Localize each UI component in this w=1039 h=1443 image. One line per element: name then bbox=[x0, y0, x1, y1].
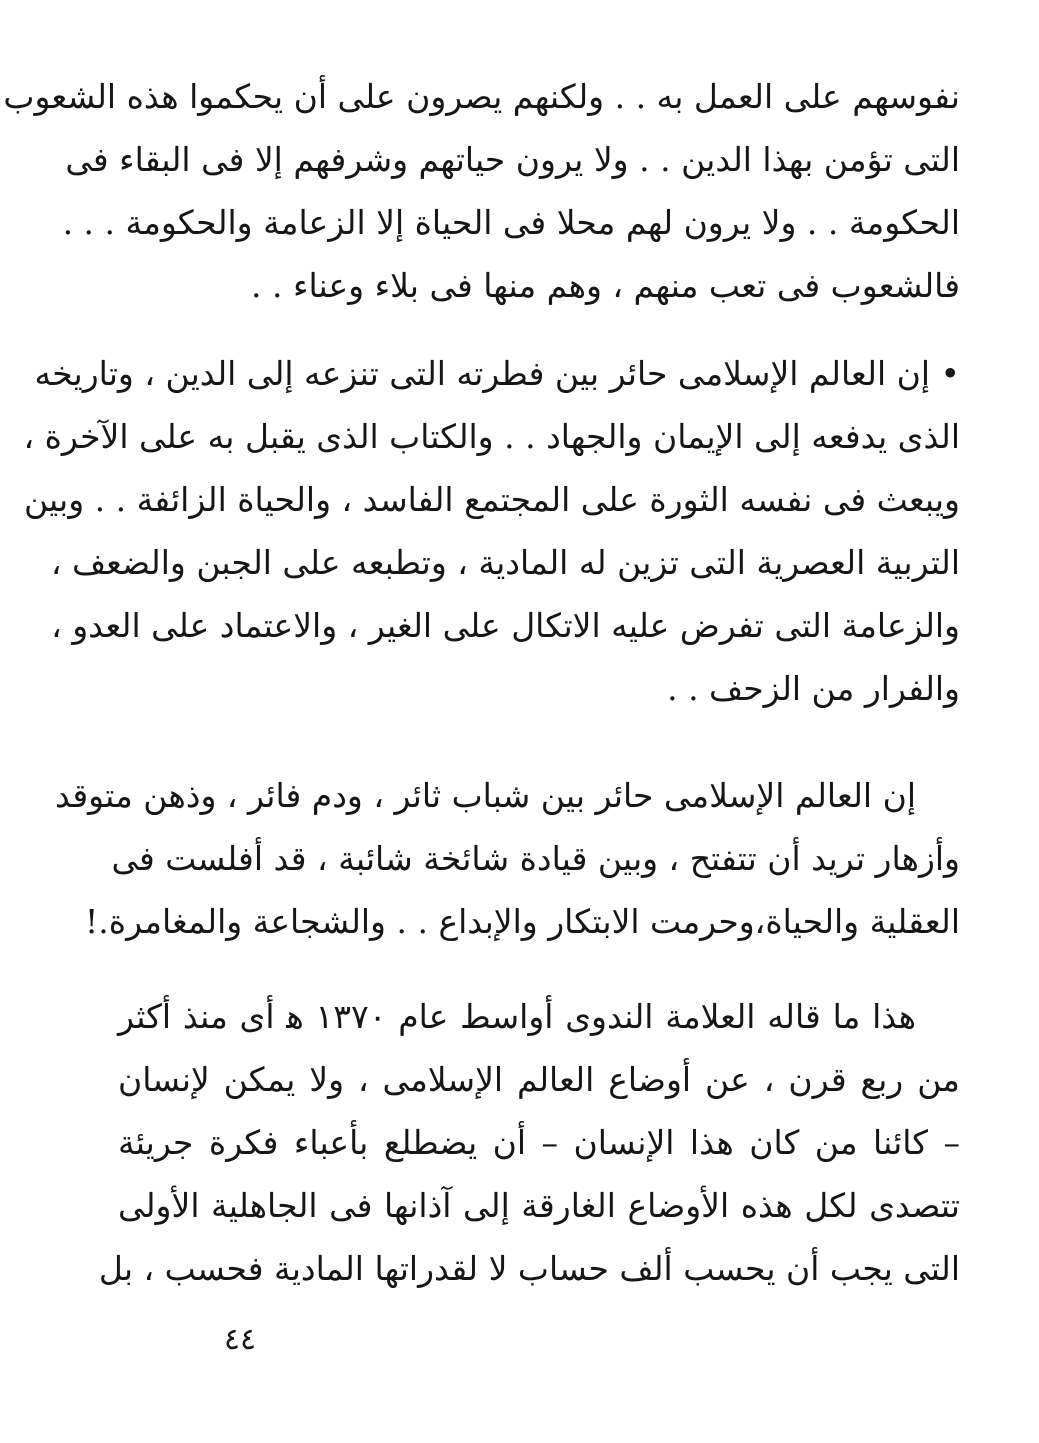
text-line: وأزهار تريد أن تتفتح ، وبين قيادة شائخة شائبة ، قد أفلست فى bbox=[111, 839, 960, 878]
text-line: التى يجب أن يحسب ألف حساب لا لقدراتها المادية فحسب ، بل bbox=[98, 1249, 960, 1288]
text-line: – كائنا من كان هذا الإنسان – أن يضطلع بأعباء فكرة جريئة bbox=[118, 1123, 960, 1162]
paragraph-1 bbox=[3, 65, 960, 317]
text-line: والزعامة التى تفرض عليه الاتكال على الغير ، والاعتماد على العدو ، bbox=[51, 606, 960, 645]
text-line: إن العالم الإسلامى حائر بين شباب ثائر ، ودم فائر ، وذهن متوقد bbox=[55, 776, 916, 815]
page-number: ٤٤ bbox=[223, 1322, 257, 1357]
text-line: التربية العصرية التى تزين له المادية ، وتطبعه على الجبن والضعف ، bbox=[50, 543, 960, 582]
text-line: نفوسهم على العمل به . . ولكنهم يصرون على أن يحكموا هذه الشعوب bbox=[3, 77, 960, 116]
text-line: • إن العالم الإسلامى حائر بين فطرته التى تنزعه إلى الدين ، وتاريخه bbox=[34, 354, 960, 393]
paragraph-2 bbox=[23, 342, 960, 720]
text-line: فالشعوب فى تعب منهم ، وهم منها فى بلاء وعناء . . bbox=[250, 266, 960, 305]
paragraph-4 bbox=[98, 985, 960, 1300]
text-line: الحكومة . . ولا يرون لهم محلا فى الحياة إلا الزعامة والحكومة . . . bbox=[62, 203, 960, 242]
text-line: من ربع قرن ، عن أوضاع العالم الإسلامى ، ولا يمكن لإنسان bbox=[118, 1060, 960, 1099]
text-line: تتصدى لكل هذه الأوضاع الغارقة إلى آذانها فى الجاهلية الأولى bbox=[118, 1186, 960, 1225]
text-line: التى تؤمن بهذا الدين . . ولا يرون حياتهم وشرفهم إلا فى البقاء فى bbox=[65, 140, 960, 179]
text-line: هذا ما قاله العلامة الندوى أواسط عام ١٣٧٠ ﻫ أى منذ أكثر bbox=[118, 997, 916, 1036]
paragraph-3 bbox=[55, 764, 960, 953]
text-line: العقلية والحياة،وحرمت الابتكار والإبداع . . والشجاعة والمغامرة.! bbox=[85, 902, 960, 941]
text-line: الذى يدفعه إلى الإيمان والجهاد . . والكتاب الذى يقبل به على الآخرة ، bbox=[23, 417, 960, 456]
text-line: والفرار من الزحف . . bbox=[667, 669, 960, 708]
text-line: ويبعث فى نفسه الثورة على المجتمع الفاسد ، والحياة الزائفة . . وبين bbox=[23, 480, 960, 519]
